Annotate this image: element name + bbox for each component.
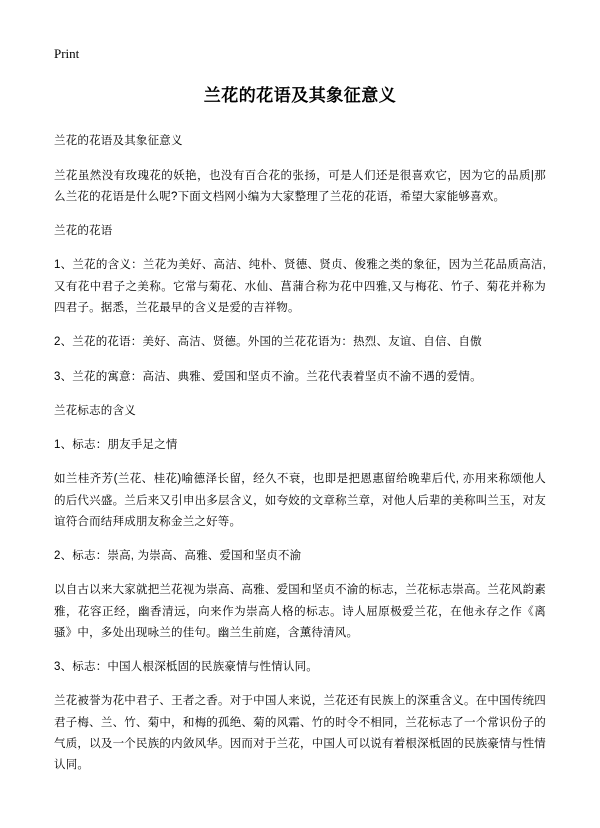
- section-heading: 兰花标志的含义: [54, 404, 136, 417]
- paragraph: 兰花被誉为花中君子、王者之香。对于中国人来说，兰花还有民族上的深重含义。在中国传统四君子梅、兰、竹、菊中，和梅的孤绝、菊的风霜、竹的时令不相同，兰花标志了一个常识份子的气质，以及一个民族的内敛风华。因而对于兰花，中国人可以说有着根深柢固的民族豪情与性情认同。: [54, 695, 546, 772]
- print-button[interactable]: Print: [54, 46, 80, 61]
- paragraph: 1、标志：朋友手足之情: [54, 439, 178, 452]
- section-heading: 兰花的花语: [54, 225, 113, 238]
- document-body: [54, 131, 546, 776]
- paragraph: 3、兰花的寓意：高洁、典雅、爱国和坚贞不渝。兰花代表着坚贞不渝不遇的爱情。: [54, 370, 482, 383]
- paragraph: 兰花虽然没有玫瑰花的妖艳，也没有百合花的张扬，可是人们还是很喜欢它，因为它的品质|那么兰花的花语是什么呢?下面文档网小编为大家整理了兰花的花语，希望大家能够喜欢。: [54, 169, 546, 203]
- paragraph: 3、标志：中国人根深柢固的民族豪情与性情认同。: [54, 661, 318, 674]
- paragraph: 如兰桂齐芳(兰花、桂花)喻德泽长留，经久不衰，也即是把恩惠留给晚辈后代, 亦用来称颂他人的后代兴盛。兰后来又引申出多层含义，如夸姣的文章称兰章，对他人后辈的美称叫兰玉，对友谊符合而结拜成朋友称金兰之好等。: [54, 473, 546, 528]
- paragraph: 2、兰花的花语：美好、高洁、贤德。外国的兰花花语为：热烈、友谊、自信、自傲: [54, 336, 482, 349]
- paragraph: 2、标志：崇高, 为崇高、高雅、爱国和坚贞不渝: [54, 550, 302, 563]
- paragraph: 以自古以来大家就把兰花视为崇高、高雅、爱国和坚贞不渝的标志，兰花标志崇高。兰花风韵素雅，花容正经，幽香清远，向来作为崇高人格的标志。诗人屈原极爱兰花，在他永存之作《离骚》中，多处出现咏兰的佳句。幽兰生前庭，含薰待清风。: [54, 584, 546, 639]
- section-heading: 兰花的花语及其象征意义: [54, 135, 183, 148]
- paragraph: 1、兰花的含义：兰花为美好、高洁、纯朴、贤德、贤贞、俊雅之类的象征，因为兰花品质高洁,又有花中君子之美称。它常与菊花、水仙、菖蒲合称为花中四雅,又与梅花、竹子、菊花并称为四君子。据悉，兰花最早的含义是爱的吉祥物。: [54, 259, 546, 314]
- page-title: 兰花的花语及其象征意义: [203, 85, 397, 105]
